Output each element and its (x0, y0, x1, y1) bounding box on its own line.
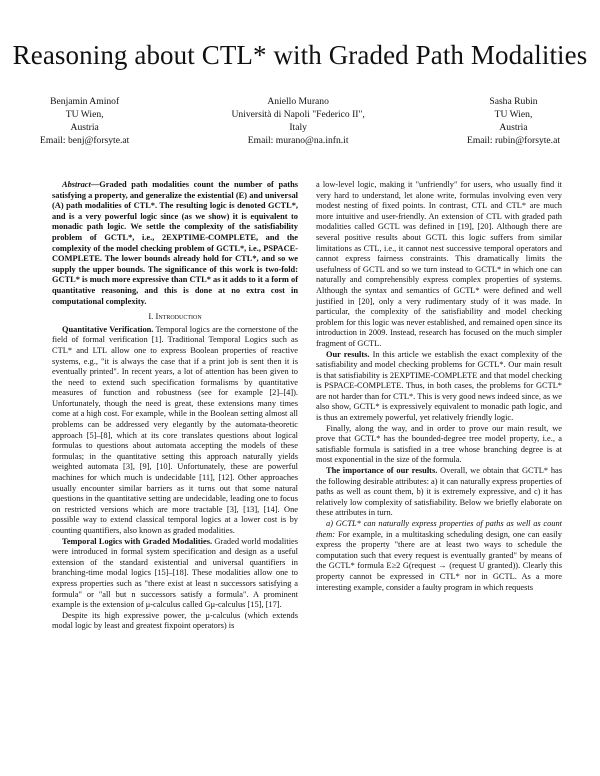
author-block (40, 95, 560, 147)
author-email: Email: benj@forsyte.at (40, 135, 130, 146)
author-country: Italy (289, 122, 307, 133)
author-email: Email: murano@na.infn.it (247, 135, 349, 146)
author-3 (467, 95, 560, 147)
paragraph-our-results: Our results. In this article we establish the exact complexity of the satisfiability and model checking problems for GCTL*. Our main result is that satisfiability is 2EXPTIME-COMPLETE and that model checking is PSPACE-COMPLETE. Thus, in both cases, the problems for GCTL* are not harder than for CTL*. This is very good news indeed since, as we also show, GCTL* is expressively equivalent to monadic path logic, and is thus an extremely powerful, yet relatively friendly logic. (316, 349, 563, 423)
paragraph-graded-modalities: Temporal Logics with Graded Modalities. Graded world modalities were introduced in formal system specification and design as a useful extension of the standard existential and universal quantifiers in branching-time modal logics [15]–[18]. These modalities allow one to express properties such as "there exist at least n successors satisfying a formula" or "all but n successors satisfy a formula". A prominent example is the extension of μ-calculus called Gμ-calculus [15], [17]. (52, 536, 299, 610)
section-heading-introduction: I. Introduction (148, 311, 202, 322)
author-name: Sasha Rubin (489, 96, 538, 107)
paragraph-continuation: a low-level logic, making it "unfriendly" for users, who usually find it very hard to understand, let alone write, formulas involving even very modest nesting of fixed points. In contrast, CTL and CTL* are much more intuitive and user-friendly. An extension of CTL with graded path modalities called GCTL was defined in [19], [20]. Although there are several positive results about GCTL this logic suffers from similar limitations as CTL, i.e., it cannot nest successive temporal operators and cannot express fairness constraints. This dramatically limits the usefulness of GCTL and so we turn instead to GCTL* in which one can naturally and comprehensibly express complex properties of systems. Although the syntax and semantics of GCTL* were defined and well justified in [20], only a very rudimentary study of it was made. In particular, the complexity of the satisfiability and model checking problem for this logic was never established, and remained open since its introduction in 2009. Instead, research has focused on the much simpler fragment of GCTL. (316, 180, 562, 348)
paragraph-main-result: Finally, along the way, and in order to prove our main result, we prove that GCTL* has the bounded-degree tree model property, i.e., a satisfiable formula is satisfied in a tree whose branching degree is at most exponential in the size of the formula. (316, 423, 562, 465)
author-1 (40, 95, 129, 147)
abstract: Abstract—Graded path modalities count the number of paths satisfying a property, and generalize the existential (E) and universal (A) path modalities of CTL*. The resulting logic is denoted GCTL*, and is a very powerful logic since (as we show) it is equivalent to monadic path logic. We settle the complexity of the satisfiability problem of GCTL*, i.e., 2EXPTIME-COMPLETE, and the complexity of the model checking problem of GCTL*, i.e., PSPACE-COMPLETE. The lower bounds already hold for CTL*, and so we supply the upper bounds. The significance of this work is two-fold: GCTL* is much more expressive than CTL* as it adds to it a form of quantitative reasoning, and this is done at no extra cost in computational complexity. (52, 180, 298, 306)
author-affiliation: TU Wien, (65, 109, 104, 120)
author-name: Aniello Murano (267, 96, 329, 107)
paragraph-mu-calculus: Despite its high expressive power, the μ-calculus (which extends modal logic by least and greatest fixpoint operators) is (52, 610, 298, 631)
body-columns (52, 180, 562, 632)
author-country: Austria (70, 122, 99, 133)
author-affiliation: Università di Napoli "Federico II", (231, 109, 365, 120)
paragraph-quantitative-verification: Quantitative Verification. Temporal logics are the cornerstone of the field of formal verification [1]. Traditional Temporal Logics such as CTL* and LTL allow one to express Boolean properties of reactive systems, e.g., "it is always the case that if a print job is sent then it is eventually printed". In recent years, a lot of attention has been given to the need to extend such specification formalisms by quantitative measures of function and robustness (see for example [2]–[4]). Unfortunately, though the need is great, these extensions many times come at a high cost. For example, while in the Boolean setting almost all problems can be addressed very elegantly by the automata-theoretic approach [5]–[8], which at its core translates questions about logical formulas to questions about automata accepting the models of these formulas; in the quantitative setting this approach naturally yields weighted automata [3], [9], [10]. Unfortunately, these are powerful machines for which much is undecidable [11], [12]. Other approaches usually encounter similar barriers as it turns out that some natural questions in the quantitative setting are undecidable, leading one to focus on restricted versions which are more tractable [3], [13], [14]. One possible way to extend classical temporal logics at a lower cost is by counting quantifiers, also known as graded modalities. (52, 324, 298, 535)
author-country: Austria (499, 122, 528, 133)
paper-title: Reasoning about CTL* with Graded Path Modalities (12, 40, 588, 70)
author-affiliation: TU Wien, (494, 109, 533, 120)
left-column (52, 180, 298, 632)
right-column (316, 180, 562, 632)
paragraph-importance: The importance of our results. Overall, we obtain that GCTL* has the following desirable attributes: a) it can naturally express properties of paths as well as count them, b) it is extremely expressive, and c) it has relatively low complexity of satisfiability. Below we briefly elaborate on these attributes in turn. (316, 466, 563, 518)
author-email: Email: rubin@forsyte.at (466, 135, 560, 146)
paragraph-attribute-a: a) GCTL* can naturally express properties of paths as well as count them: For example, in a multitasking scheduling design, one can easily express the property "there are at least two ways to schedule the computation such that every request is eventually granted" by means of the GCTL* formula E≥2 G(request → (request U granted)). Clearly this property cannot be expressed in CTL* nor in GCTL. As a more interesting example, consider a faulty program in which requests (316, 519, 562, 592)
author-name: Benjamin Aminof (50, 96, 120, 107)
author-2 (231, 95, 364, 147)
